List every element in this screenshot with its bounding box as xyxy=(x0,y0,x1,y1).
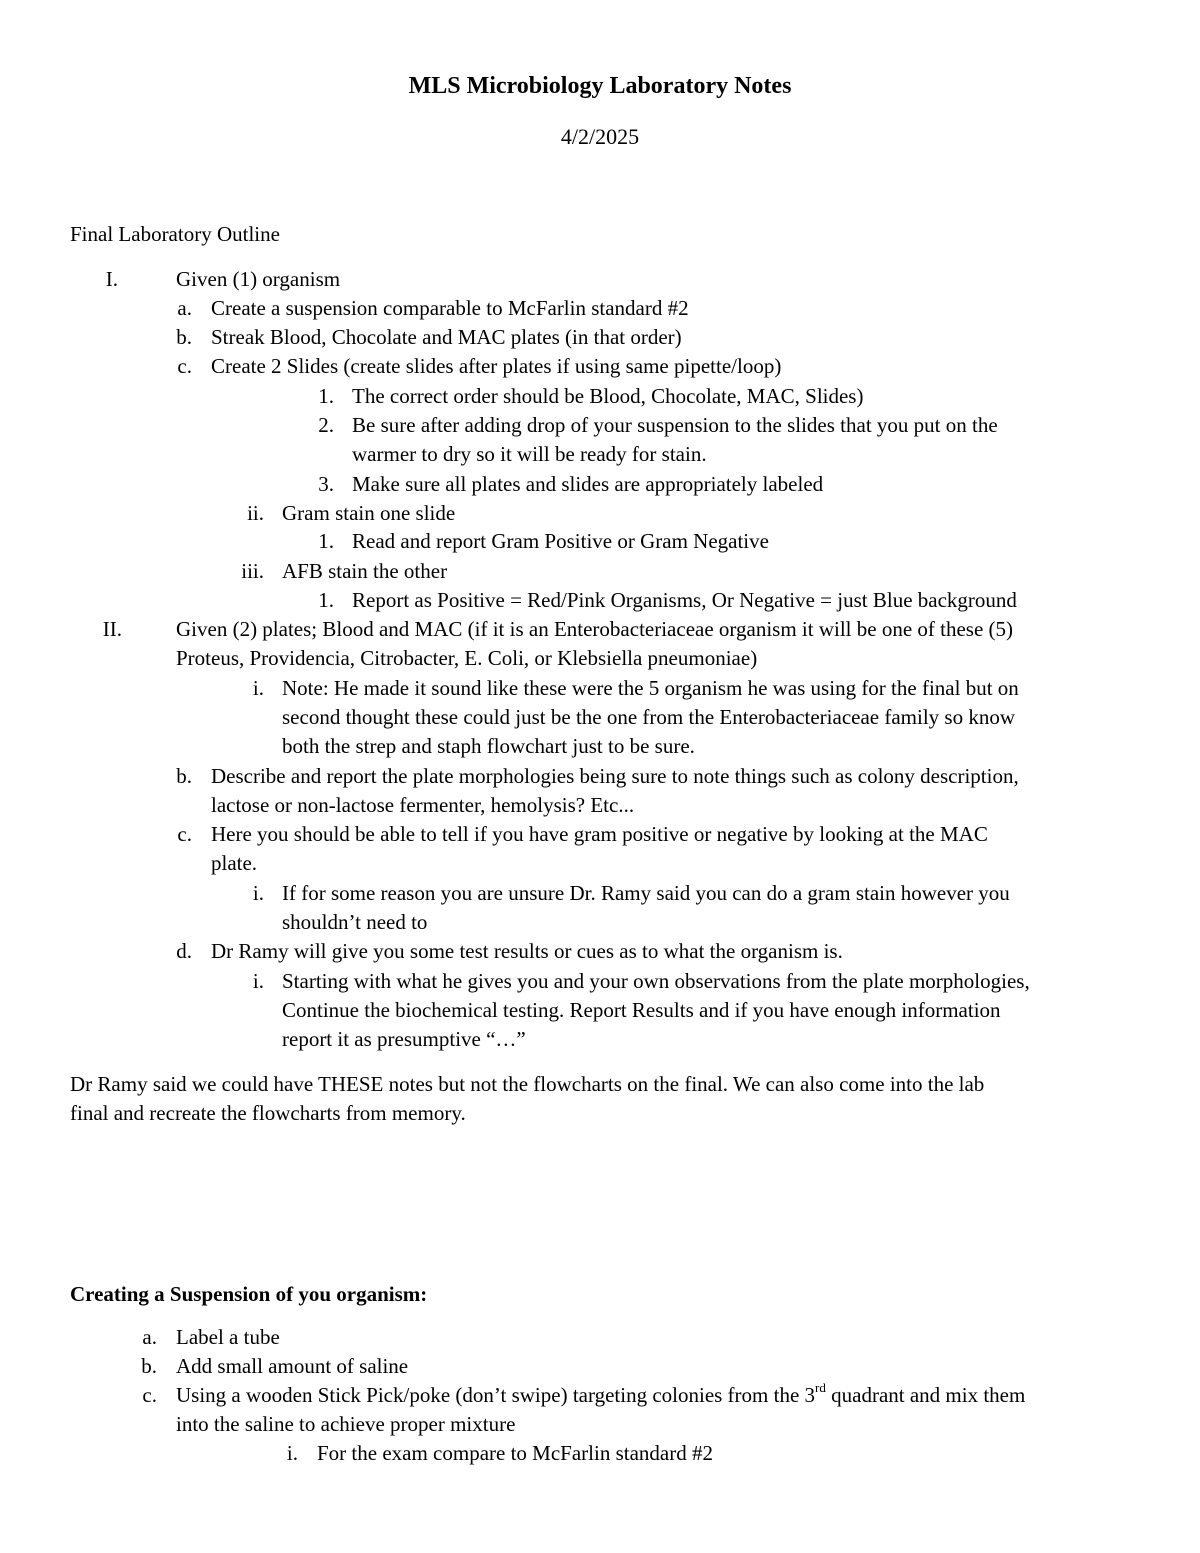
list-item: Here you should be able to tell if you have gram positive or negative by looking at the MAC xyxy=(211,822,988,846)
list-marker: ii. xyxy=(247,501,264,525)
list-item-text: Using a wooden Stick Pick/poke (don’t swipe) targeting colonies from the 3 xyxy=(176,1383,816,1407)
list-marker: a. xyxy=(142,1325,157,1349)
list-item: Label a tube xyxy=(176,1325,280,1349)
list-item: Starting with what he gives you and your own observations from the plate morphologies, xyxy=(282,969,1030,993)
list-item: Dr Ramy will give you some test results or cues as to what the organism is. xyxy=(211,939,843,963)
document-title: MLS Microbiology Laboratory Notes xyxy=(408,73,792,99)
outline-item-II-continuation: Proteus, Providencia, Citrobacter, E. Coli, or Klebsiella pneumoniae) xyxy=(176,646,758,670)
list-item-continuation: shouldn’t need to xyxy=(282,910,428,934)
list-marker: c. xyxy=(177,354,192,378)
list-item-continuation: both the strep and staph flowchart just to be sure. xyxy=(282,734,695,758)
list-marker: c. xyxy=(142,1383,157,1407)
superscript: rd xyxy=(815,1380,826,1395)
outline-item-II: Given (2) plates; Blood and MAC (if it is an Enterobacteriaceae organism it will be one of these (5) xyxy=(176,617,1014,641)
outline-marker-I: I. xyxy=(105,267,118,291)
list-marker: b. xyxy=(176,764,192,788)
list-marker: 1. xyxy=(318,384,334,408)
list-item: Create 2 Slides (create slides after plates if using same pipette/loop) xyxy=(211,354,782,378)
list-item: If for some reason you are unsure Dr. Ramy said you can do a gram stain however you xyxy=(282,881,1010,905)
list-marker: b. xyxy=(141,1354,157,1378)
outline-marker-II: II. xyxy=(102,617,122,641)
list-item: Make sure all plates and slides are appropriately labeled xyxy=(352,472,824,496)
section-heading: Final Laboratory Outline xyxy=(70,222,280,246)
list-marker: 3. xyxy=(318,472,334,496)
closing-note: Dr Ramy said we could have THESE notes but not the flowcharts on the final. We can also come into the lab xyxy=(70,1072,985,1096)
list-item: For the exam compare to McFarlin standard #2 xyxy=(317,1441,713,1465)
closing-note-continuation: final and recreate the flowcharts from memory. xyxy=(70,1101,466,1125)
list-item: Streak Blood, Chocolate and MAC plates (in that order) xyxy=(211,325,682,349)
list-item: AFB stain the other xyxy=(282,559,448,583)
list-item-continuation: into the saline to achieve proper mixture xyxy=(176,1412,516,1436)
list-item: Be sure after adding drop of your suspension to the slides that you put on the xyxy=(352,413,998,437)
list-marker: i. xyxy=(252,881,264,905)
list-item-continuation: warmer to dry so it will be ready for stain. xyxy=(352,442,707,466)
list-item-text: quadrant and mix them xyxy=(825,1383,1026,1407)
document-date: 4/2/2025 xyxy=(560,124,640,149)
list-item: Read and report Gram Positive or Gram Negative xyxy=(352,529,769,553)
list-item: Create a suspension comparable to McFarlin standard #2 xyxy=(211,296,689,320)
list-item-continuation: report it as presumptive “…” xyxy=(282,1027,526,1051)
outline-item-I: Given (1) organism xyxy=(176,267,341,291)
list-marker: iii. xyxy=(241,559,264,583)
suspension-heading: Creating a Suspension of you organism: xyxy=(70,1282,428,1306)
list-item-continuation: lactose or non-lactose fermenter, hemolysis? Etc... xyxy=(211,793,635,817)
list-item-continuation: plate. xyxy=(211,851,258,875)
list-marker: d. xyxy=(176,939,192,963)
list-item: The correct order should be Blood, Chocolate, MAC, Slides) xyxy=(352,384,864,408)
list-item xyxy=(176,1381,1025,1409)
list-item: Note: He made it sound like these were the 5 organism he was using for the final but on xyxy=(282,676,1019,700)
list-marker: i. xyxy=(252,969,264,993)
list-marker: a. xyxy=(177,296,192,320)
list-marker: 2. xyxy=(318,413,334,437)
list-marker: c. xyxy=(177,822,192,846)
list-item-continuation: second thought these could just be the one from the Enterobacteriaceae family so know xyxy=(282,705,1016,729)
list-item-continuation: Continue the biochemical testing. Report Results and if you have enough information xyxy=(282,998,1001,1022)
list-marker: i. xyxy=(286,1441,298,1465)
list-item: Report as Positive = Red/Pink Organisms, Or Negative = just Blue background xyxy=(352,588,1017,612)
list-item: Gram stain one slide xyxy=(282,501,456,525)
list-item: Add small amount of saline xyxy=(176,1354,409,1378)
list-marker: 1. xyxy=(318,588,334,612)
list-marker: 1. xyxy=(318,529,334,553)
list-marker: b. xyxy=(176,325,192,349)
list-marker: i. xyxy=(252,676,264,700)
list-item: Describe and report the plate morphologies being sure to note things such as colony description, xyxy=(211,764,1019,788)
